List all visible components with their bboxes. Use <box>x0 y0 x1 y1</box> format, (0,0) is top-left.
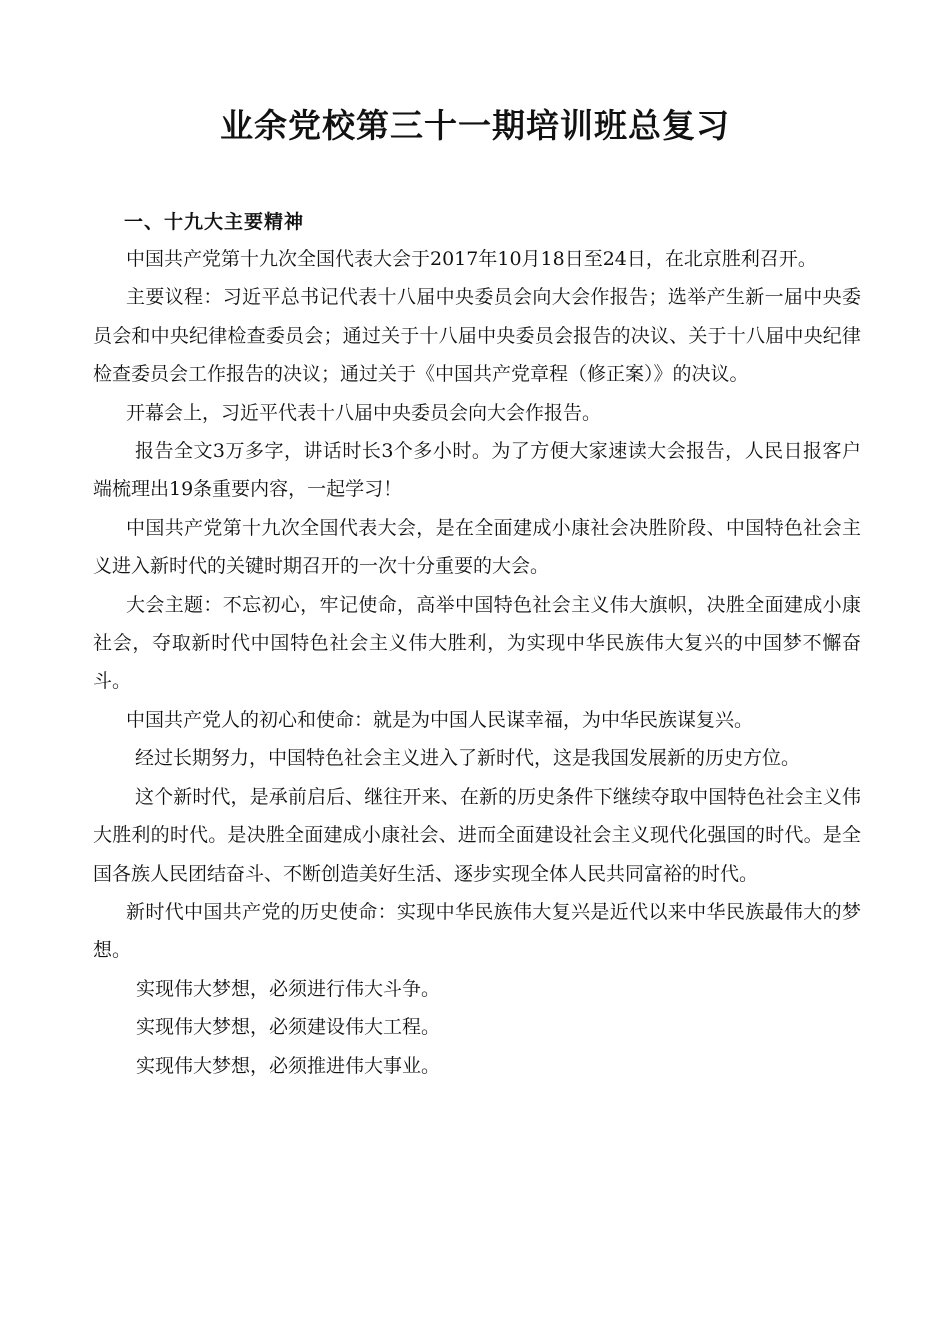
section-heading: 一、十九大主要精神 <box>124 211 305 233</box>
paragraph-congress-significance: 中国共产党第十九次全国代表大会，是在全面建成小康社会决胜阶段、中国特色社会主义进入新时代的关键时期召开的一次十分重要的大会。 <box>93 516 861 578</box>
paragraph-original-aspiration: 中国共产党人的初心和使命：就是为中国人民谋幸福，为中华民族谋复兴。 <box>126 708 754 731</box>
paragraph-historic-mission: 新时代中国共产党的历史使命：实现中华民族伟大复兴是近代以来中华民族最伟大的梦想。 <box>93 900 861 962</box>
paragraph-great-cause: 实现伟大梦想，必须推进伟大事业。 <box>136 1054 441 1077</box>
paragraph-great-struggle: 实现伟大梦想，必须进行伟大斗争。 <box>136 977 441 1000</box>
paragraph-main-agenda: 主要议程：习近平总书记代表十八届中央委员会向大会作报告；选举产生新一届中央委员会和中央纪律检查委员会；通过关于十八届中央委员会报告的决议、关于十八届中央纪律检查委员会工作报告的决议；通过关于《中国共产党章程（修正案）》的决议。 <box>93 286 861 386</box>
paragraph-congress-theme: 大会主题：不忘初心，牢记使命，高举中国特色社会主义伟大旗帜，决胜全面建成小康社会，夺取新时代中国特色社会主义伟大胜利，为实现中华民族伟大复兴的中国梦不懈奋斗。 <box>93 593 861 693</box>
paragraph-opening-report: 开幕会上，习近平代表十八届中央委员会向大会作报告。 <box>126 401 602 424</box>
paragraph-congress-date: 中国共产党第十九次全国代表大会于2017年10月18日至24日，在北京胜利召开。 <box>126 248 817 270</box>
paragraph-new-era: 经过长期努力，中国特色社会主义进入了新时代，这是我国发展新的历史方位。 <box>135 747 801 770</box>
paragraph-great-project: 实现伟大梦想，必须建设伟大工程。 <box>136 1016 441 1039</box>
document-title: 业余党校第三十一期培训班总复习 <box>220 106 730 145</box>
paragraph-new-era-meaning: 这个新时代，是承前启后、继往开来、在新的历史条件下继续夺取中国特色社会主义伟大胜利的时代。是决胜全面建成小康社会、进而全面建设社会主义现代化强国的时代。是全国各族人民团结奋斗、不断创造美好生活、逐步实现全体人民共同富裕的时代。 <box>93 785 861 885</box>
paragraph-report-length: 报告全文3万多字，讲话时长3个多小时。为了方便大家速读大会报告，人民日报客户端梳理出19条重要内容，一起学习！ <box>93 440 861 501</box>
document-body <box>93 240 861 1085</box>
